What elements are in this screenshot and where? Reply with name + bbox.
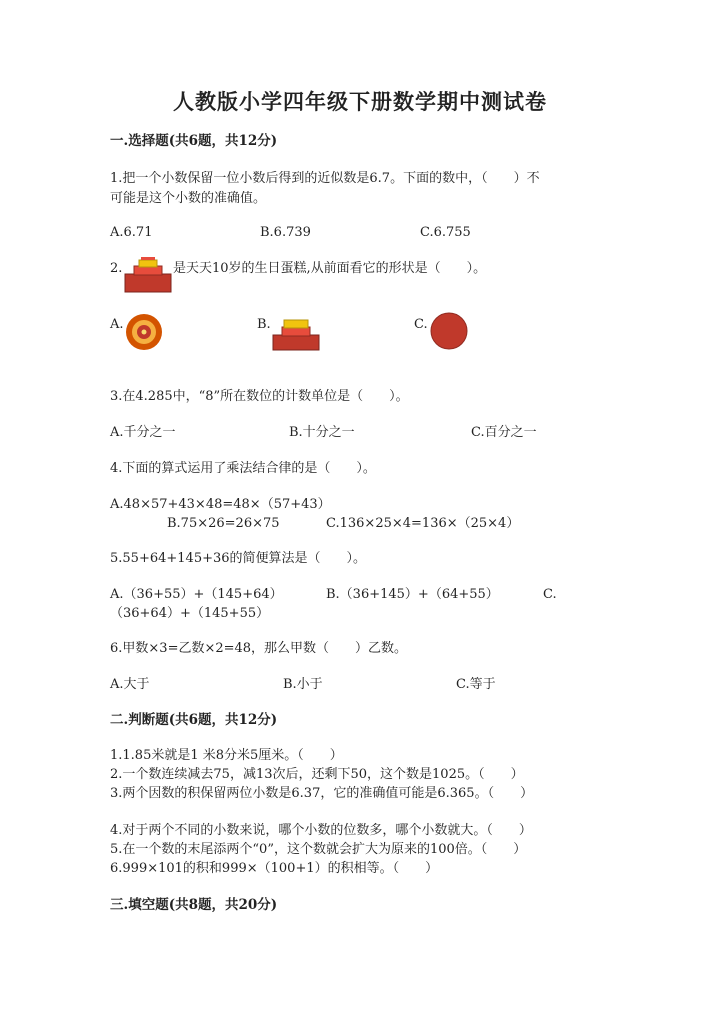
q1-option-a: A.6.71 [110,225,153,240]
stacked-blocks-icon [272,319,320,351]
q4-option-c: C.136×25×4=136×（25×4） [326,516,520,531]
q5-option-c-value: （36+64）+（145+55） [110,606,270,621]
judge-item-1: 1.1.85米就是1 米8分米5厘米。（ ） [110,748,343,763]
judge-item-5: 5.在一个数的末尾添两个“0”，这个数就会扩大为原来的100倍。（ ） [110,842,527,857]
page-title: 人教版小学四年级下册数学期中测试卷 [173,89,547,114]
judge-item-4: 4.对于两个不同的小数来说，哪个小数的位数多，哪个小数就大。（ ） [110,823,532,838]
q6-option-a: A.大于 [110,677,150,692]
q2-option-c-label: C. [414,317,428,332]
q1-stem-line1: 1.把一个小数保留一位小数后得到的近似数是6.7。下面的数中，（ ）不 [110,171,540,186]
q2-stem: 是天天10岁的生日蛋糕,从前面看它的形状是（ ）。 [173,261,487,276]
q2-option-b-label: B. [257,317,271,332]
q5-option-a: A.（36+55）+（145+64） [110,587,283,602]
q2-option-a-label: A. [110,317,124,332]
target-circle-icon [125,313,163,351]
q6-option-b: B.小于 [283,677,323,692]
q3-option-a: A.千分之一 [110,425,176,440]
q4-option-b: B.75×26=26×75 [167,516,280,531]
q6-stem: 6.甲数×3=乙数×2=48，那么甲数（ ）乙数。 [110,641,408,656]
q3-stem: 3.在4.285中，“8”所在数位的计数单位是（ ）。 [110,389,409,404]
section-heading-judgement: 二.判断题(共6题，共12分) [110,712,278,728]
q5-stem: 5.55+64+145+36的简便算法是（ ）。 [110,551,367,566]
q4-option-a: A.48×57+43×48=48×（57+43） [110,497,331,512]
judge-item-6: 6.999×101的积和999×（100+1）的积相等。（ ） [110,861,439,876]
q4-stem: 4.下面的算式运用了乘法结合律的是（ ）。 [110,461,376,476]
q1-stem-line2: 可能是这个小数的准确值。 [110,191,267,206]
q6-option-c: C.等于 [456,677,496,692]
q2-number: 2. [110,261,123,276]
q3-option-c: C.百分之一 [471,425,537,440]
q1-option-c: C.6.755 [420,225,471,240]
q5-option-b: B.（36+145）+（64+55） [326,587,499,602]
q1-option-b: B.6.739 [260,225,311,240]
section-heading-choice: 一.选择题(共6题，共12分) [110,133,278,149]
judge-item-2: 2.一个数连续减去75，减13次后，还剩下50，这个数是1025。（ ） [110,767,524,782]
q3-option-b: B.十分之一 [289,425,355,440]
judge-item-3: 3.两个因数的积保留两位小数是6.37，它的准确值可能是6.365。（ ） [110,786,534,801]
solid-circle-icon [430,312,468,350]
section-heading-fill-blank: 三.填空题(共8题，共20分) [110,897,278,913]
q5-option-c-label: C. [543,587,557,602]
cake-icon [124,257,172,293]
